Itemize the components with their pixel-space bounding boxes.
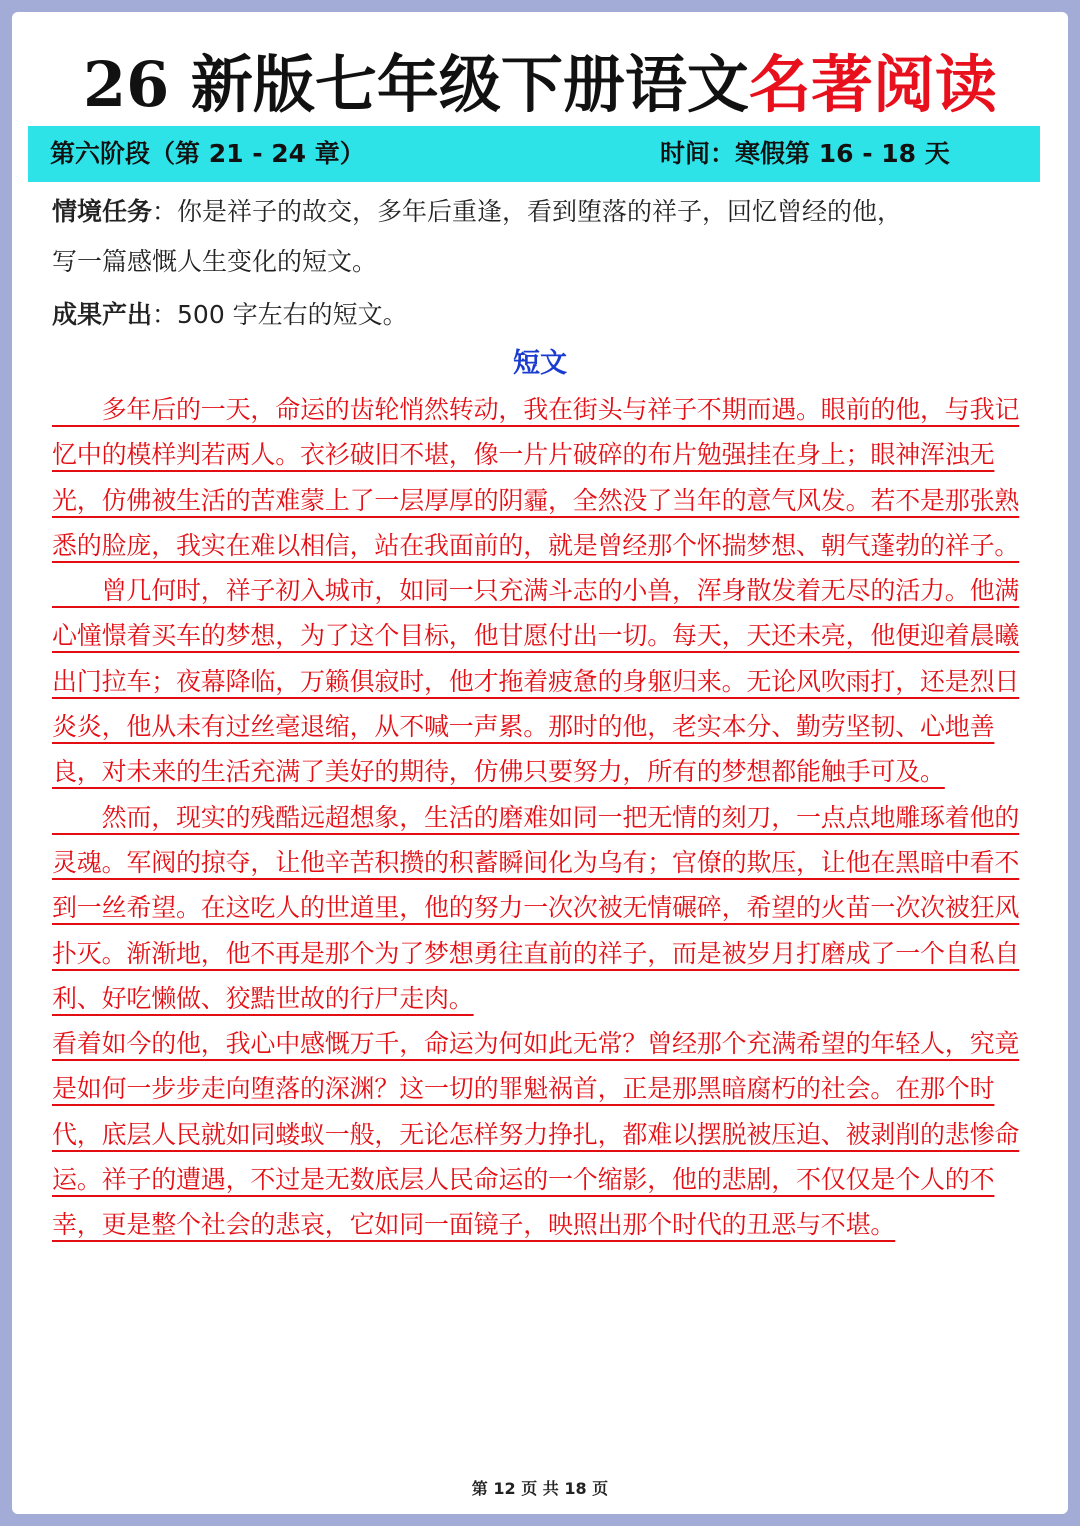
- task-line-1: [52, 187, 1042, 237]
- output-line: [52, 290, 1042, 340]
- document-page: [12, 12, 1068, 1514]
- task-label: 情境任务: [52, 197, 153, 226]
- essay-title: 短文: [513, 348, 567, 379]
- essay-paragraph-3: [52, 795, 1030, 1021]
- essay-paragraph-1: [52, 387, 1030, 568]
- stage-label: 第六阶段（第 21 - 24 章）: [50, 139, 365, 168]
- essay-paragraph-text: 然而，现实的残酷远超想象，生活的磨难如同一把无情的刻刀，一点点地雕琢着他的灵魂。军阀的掠夺，让他辛苦积攒的积蓄瞬间化为乌有；官僚的欺压，让他在黑暗中看不到一丝希望。在这吃人的世道里，他的努力一次次被无情碾碎，希望的火苗一次次被狂风扑灭。渐渐地，他不再是那个为了梦想勇往直前的祥子，而是被岁月打磨成了一个自私自利、好吃懒做、狡黠世故的行尸走肉。: [52, 802, 1020, 1013]
- output-text: ：500 字左右的短文。: [152, 300, 408, 329]
- output-label: 成果产出: [52, 300, 153, 329]
- essay-body: [52, 387, 1030, 1248]
- essay-paragraph-text: 多年后的一天，命运的齿轮悄然转动，我在街头与祥子不期而遇。眼前的他，与我记忆中的模样判若两人。衣衫破旧不堪，像一片片破碎的布片勉强挂在身上；眼神浑浊无光，仿佛被生活的苦难蒙上了一层厚厚的阴霾，全然没了当年的意气风发。若不是那张熟悉的脸庞，我实在难以相信，站在我面前的，就是曾经那个怀揣梦想、朝气蓬勃的祥子。: [52, 395, 1020, 560]
- essay-paragraph-text: 看着如今的他，我心中感慨万千，命运为何如此无常？曾经那个充满希望的年轻人，究竟是如何一步步走向堕落的深渊？这一切的罪魁祸首，正是那黑暗腐朽的社会。在那个时代，底层人民就如同蝼蚁一般，无论怎样努力挣扎，都难以摆脱被压迫、被剥削的悲惨命运。祥子的遭遇，不过是无数底层人民命运的一个缩影，他的悲剧，不仅仅是个人的不幸，更是整个社会的悲哀，它如同一面镜子，映照出那个时代的丑恶与不堪。: [52, 1029, 1020, 1240]
- title-highlight: 名著阅读: [748, 48, 997, 121]
- essay-paragraph-text: 曾几何时，祥子初入城市，如同一只充满斗志的小兽，浑身散发着无尽的活力。他满心憧憬着买车的梦想，为了这个目标，他甘愿付出一切。每天，天还未亮，他便迎着晨曦出门拉车；夜幕降临，万籁俱寂时，他才拖着疲惫的身躯归来。无论风吹雨打，还是烈日炎炎，他从未有过丝毫退缩，从不喊一声累。那时的他，老实本分、勤劳坚韧、心地善良，对未来的生活充满了美好的期待，仿佛只要努力，所有的梦想都能触手可及。: [52, 576, 1020, 787]
- output-section: [52, 290, 1042, 340]
- title-main: 26 新版七年级下册语文: [83, 48, 749, 121]
- stage-bar: [28, 126, 1040, 182]
- essay-paragraph-4: [52, 1021, 1030, 1247]
- page-title: [12, 40, 1068, 130]
- task-line-2: 写一篇感慨人生变化的短文。: [52, 247, 378, 276]
- time-label: 时间：寒假第 16 - 18 天: [660, 139, 950, 168]
- task-text-1: ：你是祥子的故交，多年后重逢，看到堕落的祥子，回忆曾经的他，: [152, 197, 903, 226]
- task-section: [52, 187, 1042, 287]
- page-number: 第 12 页 共 18 页: [471, 1479, 609, 1498]
- essay-paragraph-2: [52, 568, 1030, 794]
